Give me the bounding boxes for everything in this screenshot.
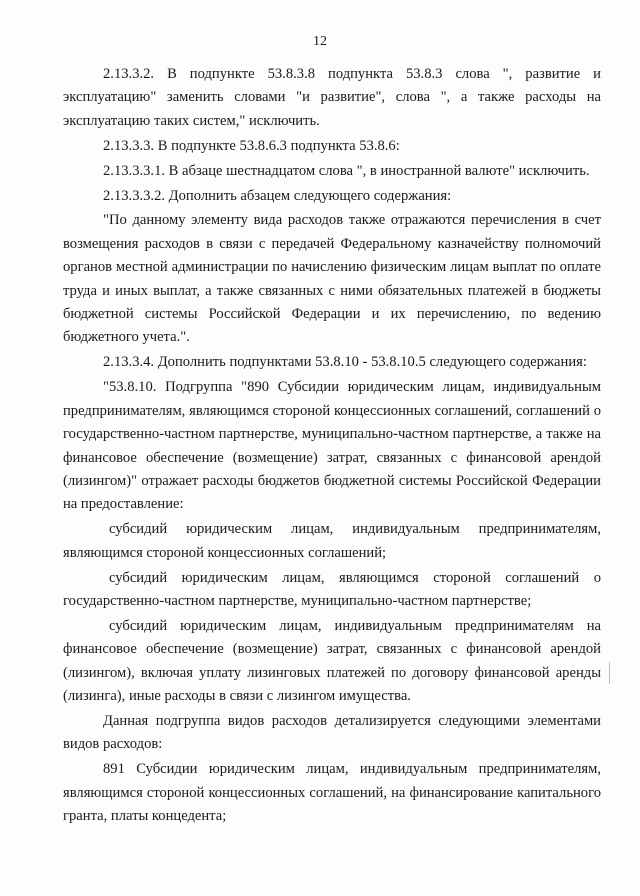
paragraph-891: 891 Субсидии юридическим лицам, индивидуальным предпринимателям, являющимся стороной концессионных соглашений, на финансирование капитального гранта, платы концедента; <box>63 761 601 825</box>
paragraph-subgroup-detail: Данная подгруппа видов расходов детализируется следующими элементами видов расходов: <box>63 712 601 753</box>
paragraph-2-13-3-4: 2.13.3.4. Дополнить подпунктами 53.8.10 - 53.8.10.5 следующего содержания: <box>103 354 587 371</box>
paragraph-2-13-3-2: 2.13.3.2. В подпункте 53.8.3.8 подпункта 53.8.3 слова ", развитие и эксплуатацию" заменить словами "и развитие", слова ", а также расходы на эксплуатацию таких систем," исключить. <box>63 66 601 129</box>
list-item-concession-subsidies: субсидий юридическим лицам, индивидуальным предпринимателям, являющимся стороной концессионных соглашений; <box>63 521 601 561</box>
list-item-partnership-subsidies: субсидий юридическим лицам, являющимся стороной соглашений о государственно-частном партнерстве, муниципально-частном партнерстве; <box>63 569 601 609</box>
paragraph-2-13-3-3-1: 2.13.3.3.1. В абзаце шестнадцатом слова ", в иностранной валюте" исключить. <box>103 162 590 179</box>
list-item-leasing-subsidies: субсидий юридическим лицам, индивидуальным предпринимателям на финансовое обеспечение (возмещение) затрат, связанных с финансовой арендой (лизингом), включая уплату лизинговых платежей по договору финансовой аренды (лизинга), иные расходы в связи с лизингом имущества. <box>63 617 601 705</box>
paragraph-2-13-3-3-2: 2.13.3.3.2. Дополнить абзацем следующего содержания: <box>103 187 452 204</box>
quoted-paragraph-reimbursement: "По данному элементу вида расходов также отражаются перечисления в счет возмещения расходов в связи с передачей Федеральному казначейству полномочий органов местной администрации по начислению физическим лицам выплат по оплате труда и иных выплат, а также связанных с ними обязательных платежей в бюджеты бюджетной системы Российской Федерации и их перечислению, по ведению бюджетного учета.". <box>63 212 601 346</box>
paragraph-2-13-3-3: 2.13.3.3. В подпункте 53.8.6.3 подпункта 53.8.6: <box>103 137 400 154</box>
paragraph-53-8-10: "53.8.10. Подгруппа "890 Субсидии юридическим лицам, индивидуальным предпринимателям, являющимся стороной концессионных соглашений, соглашений о государственно-частном партнерстве, муниципально-частном партнерстве, а также на финансовое обеспечение (возмещение) затрат, связанных с финансовой арендой (лизингом)" отражает расходы бюджетов бюджетной системы Российской Федерации на предоставление: <box>63 379 601 513</box>
page-number: 12 <box>313 34 327 49</box>
document-body <box>63 63 601 830</box>
scan-artifact <box>609 662 610 684</box>
